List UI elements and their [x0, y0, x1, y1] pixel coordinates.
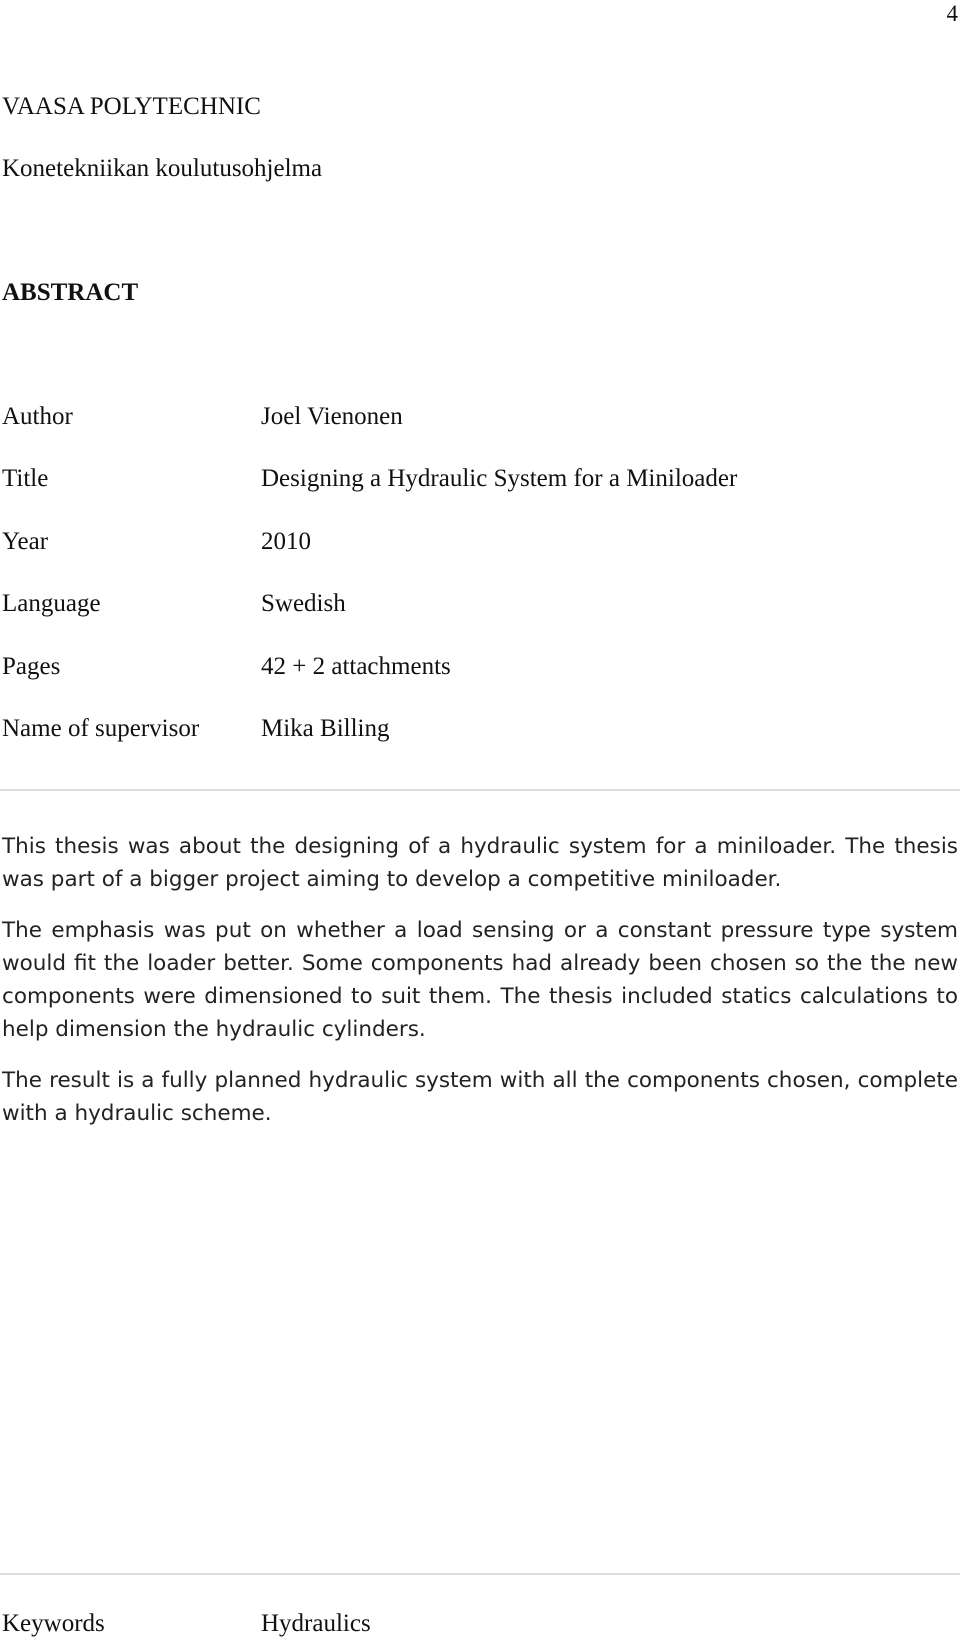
bottom-divider [0, 1573, 960, 1575]
metadata-row-language [2, 589, 957, 651]
abstract-body [2, 830, 958, 1148]
thesis-metadata-table [2, 402, 957, 776]
abstract-heading: ABSTRACT [2, 279, 139, 306]
metadata-value: 2010 [261, 527, 311, 555]
metadata-value: Joel Vienonen [261, 403, 403, 430]
keywords-label: Keywords [2, 1610, 105, 1637]
metadata-row-author [2, 402, 957, 464]
metadata-label: Pages [2, 652, 61, 680]
metadata-label: Year [2, 527, 49, 555]
metadata-value: Designing a Hydraulic System for a Miniloader [261, 465, 738, 493]
abstract-paragraph: The result is a fully planned hydraulic system with all the components chosen, complete with a hydraulic scheme. [2, 1068, 958, 1126]
abstract-paragraph: The emphasis was put on whether a load sensing or a constant pressure type system would fit the loader better. Some components had already been chosen so the the new components were dimensioned to suit them. The thesis included statics calculations to help dimension the hydraulic cylinders. [2, 918, 958, 1042]
page-number: 4 [946, 1, 958, 26]
metadata-row-supervisor [2, 714, 957, 776]
metadata-label: Name of supervisor [2, 714, 200, 742]
metadata-row-year [2, 527, 957, 589]
metadata-row-pages [2, 652, 957, 714]
abstract-paragraph: This thesis was about the designing of a hydraulic system for a miniloader. The thesis was part of a bigger project aiming to develop a competitive miniloader. [2, 834, 958, 892]
metadata-label: Author [2, 403, 73, 430]
metadata-value: Mika Billing [261, 714, 390, 742]
top-divider [0, 789, 960, 791]
keywords-row [2, 1609, 957, 1643]
metadata-value: 42 + 2 attachments [261, 652, 451, 680]
metadata-label: Title [2, 465, 49, 493]
metadata-label: Language [2, 590, 101, 618]
degree-programme: Konetekniikan koulutusohjelma [2, 155, 323, 182]
institution-name: VAASA POLYTECHNIC [2, 93, 261, 120]
metadata-value: Swedish [261, 590, 346, 618]
metadata-row-title [2, 464, 957, 526]
keywords-value: Hydraulics [261, 1610, 371, 1637]
